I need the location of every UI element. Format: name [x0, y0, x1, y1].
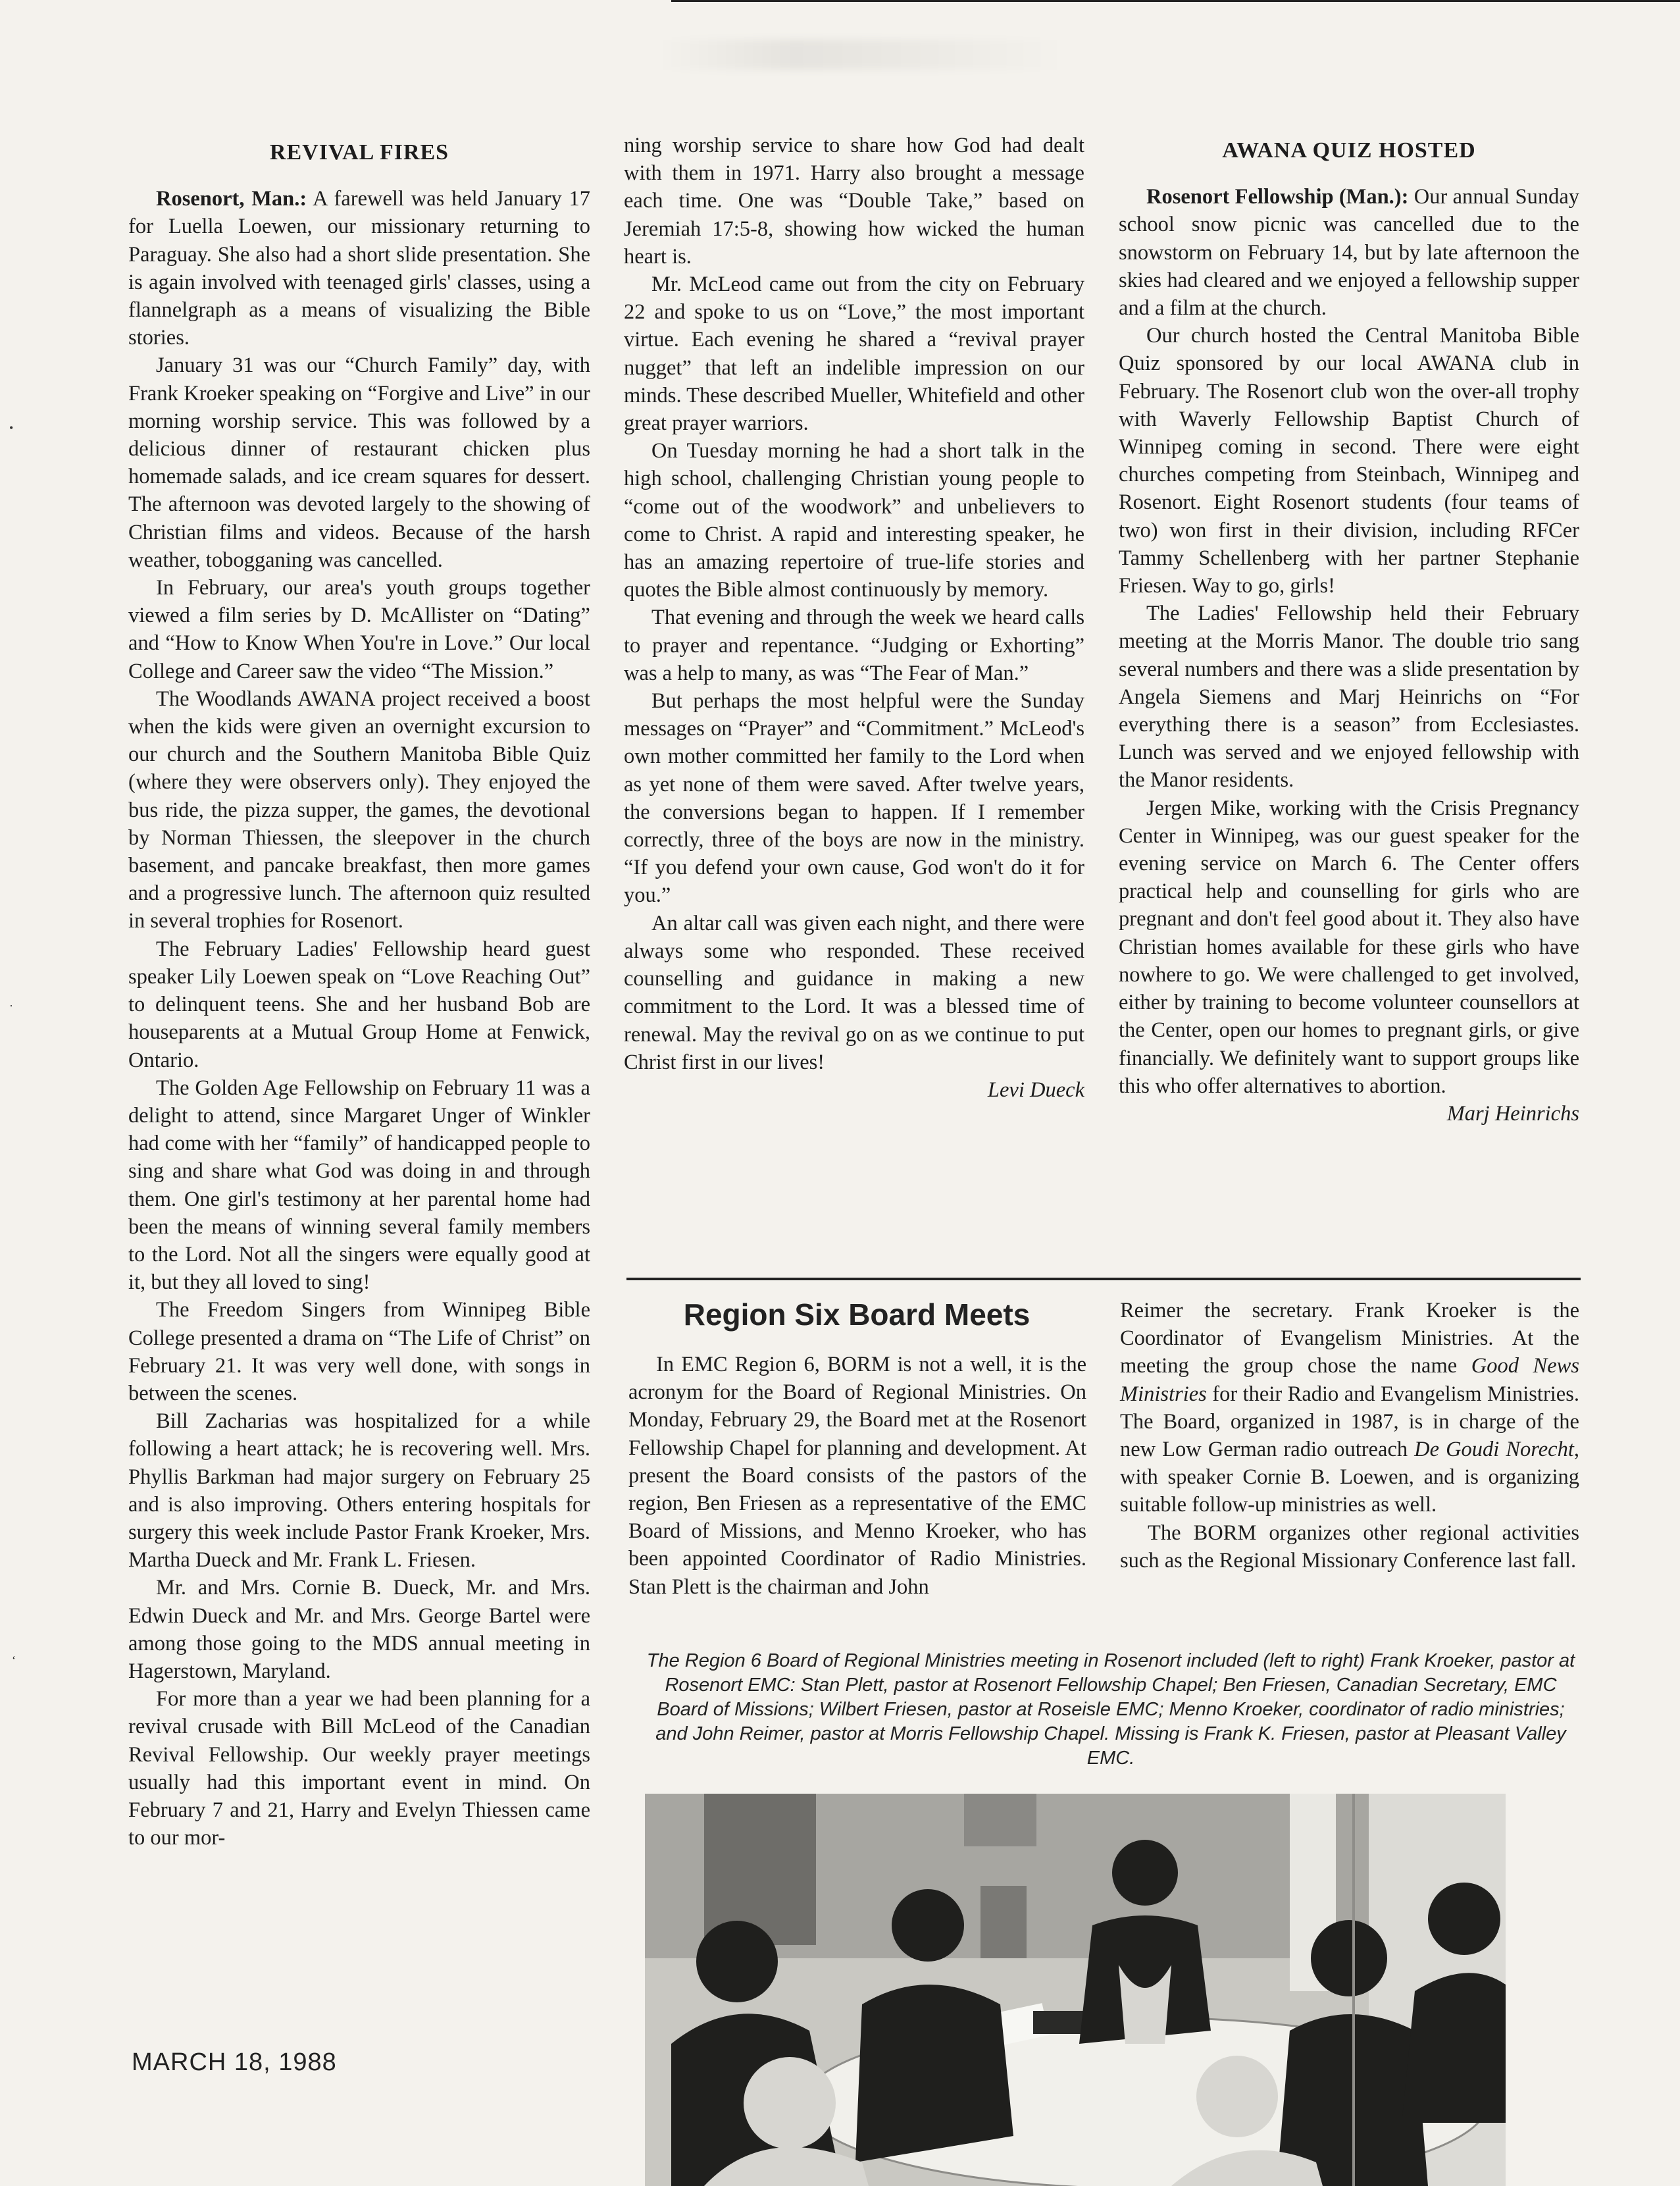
photo-caption: The Region 6 Board of Regional Ministries meeting in Rosenort included (left to right) Frank Kroeker, pastor at Rosenort EMC: Stan Plett, pastor at Rosenort Fellowship Chapel; Ben Friesen, Canadian Secretary, EMC Board of Missions; Wilbert Friesen, pastor at Roseisle EMC; Menno Kroeker, coordinator of radio ministries; and John Reimer, pastor at Morris Fellowship Chapel. Missing is Frank K. Friesen, pastor at Pleasant Valley EMC. — [646, 1650, 1575, 1769]
article-paragraph: January 31 was our “Church Family” day, with Frank Kroeker speaking on “Forgive and Live” in our morning worship service. This was followed by a delicious dinner of restaurant chicken plus homemade salads, and ice cream squares for dessert. The afternoon was devoted largely to the showing of Christian films and videos. Because of the harsh weather, tobogganing was cancelled. — [128, 353, 590, 572]
article-paragraph: That evening and through the week we heard calls to prayer and repentance. “Judging or Exhorting” was a help to many, as was “The Fear of Man.” — [624, 606, 1084, 685]
article-paragraph: Our church hosted the Central Manitoba Bible Quiz sponsored by our local AWANA club in February. The Rosenort club won the over-all trophy with Waverly Fellowship Baptist Church of Winnipeg coming in second. There were eight churches competing from Steinbach, Winnipeg and Rosenort. Eight Rosenort students (four teams of two) won first in their division, including RFCer Tammy Schellenberg with her partner Stephanie Friesen. Way to go, girls! — [1119, 324, 1579, 598]
article-revival-fires — [128, 139, 590, 1852]
article-paragraph: Mr. and Mrs. Cornie B. Dueck, Mr. and Mrs. Edwin Dueck and Mr. and Mrs. George Bartel were among those going to the MDS annual meeting in Hagerstown, Maryland. — [128, 1576, 590, 1683]
article-paragraph: The Ladies' Fellowship held their February meeting at the Morris Manor. The double trio sang several numbers and there was a slide presentation by Angela Siemens and Marj Heinrichs on “For everything there is a season” from Ecclesiastes. Lunch was served and we enjoyed fellowship with the Manor residents. — [1119, 602, 1579, 793]
article-revival-fires-continued — [624, 132, 1084, 1104]
region-article-right — [1120, 1297, 1579, 1574]
article-text: for their Radio and Evangelism Ministries. The Board, organized in 1987, is in charge of the new Low German radio outreach — [1120, 1382, 1579, 1462]
article-paragraph: The February Ladies' Fellowship heard guest speaker Lily Loewen speak on “Love Reaching Out” to delinquent teens. She and her husband Bob are houseparents at a Mutual Group Home at Fenwick, Ontario. — [128, 937, 590, 1072]
ministry-name: Good News Ministries — [1120, 1354, 1579, 1406]
scan-edge-line — [671, 0, 1680, 2]
article-heading: REVIVAL FIRES — [269, 140, 449, 165]
issue-date: MARCH 18, 1988 — [132, 2048, 337, 2076]
scan-smudge — [658, 39, 1066, 70]
article-paragraph: Bill Zacharias was hospitalized for a while following a heart attack; he is recovering well. Mrs. Phyllis Barkman had major surgery on February 25 and is also improving. Others entering hospitals for surgery this week include Pastor Frank Kroeker, Mrs. Martha Dueck and Mr. Frank L. Friesen. — [128, 1409, 590, 1573]
article-text: Reimer the secretary. Frank Kroeker is the Coordinator of Evangelism Ministries. At the meeting the group chose the name — [1120, 1299, 1579, 1378]
article-paragraph: A farewell was held January 17 for Luella Loewen, our missionary returning to Paraguay. She also had a short slide presentation. She is again involved with teenaged girls' classes, using a flannelgraph as a means of visualizing the Bible stories. — [128, 187, 590, 350]
article-heading: AWANA QUIZ HOSTED — [1222, 138, 1476, 163]
article-paragraph: An altar call was given each night, and there were always some who responded. These received counselling and guidance in making a new commitment to the Lord. It was a blessed time of renewal. May the revival go on as we continue to put Christ first in our lives! — [624, 911, 1084, 1074]
board-meeting-illustration — [645, 1794, 1506, 2186]
article-lead: Rosenort Fellowship (Man.): — [1146, 185, 1409, 209]
article-paragraph: In February, our area's youth groups together viewed a film series by D. McAllister on “Dating” and “How to Know When You're in Love.” Our local College and Career saw the video “The Mission.” — [128, 576, 590, 683]
article-paragraph: For more than a year we had been planning for a revival crusade with Bill McLeod of the Canadian Revival Fellowship. Our weekly prayer meetings usually had this important event in mind. On February 7 and 21, Harry and Evelyn Thiessen came to our mor- — [128, 1687, 590, 1850]
article-paragraph: The BORM organizes other regional activities such as the Regional Missionary Conference last fall. — [1120, 1521, 1579, 1573]
article-paragraph: On Tuesday morning he had a short talk in the high school, challenging Christian young people to “come out of the woodwork” and unbelievers to come to Christ. A rapid and interesting speaker, he has an amazing repertoire of true-life stories and quotes the Bible almost continuously by memory. — [624, 439, 1084, 602]
article-paragraph: The Golden Age Fellowship on February 11 was a delight to attend, since Margaret Unger of Winkler had come with her “family” of handicapped people to sing and share what God was doing in and through them. One girl's testimony at her parental home had been the means of winning several family members to the Lord. Not all the singers were equally good at it, but they all loved to sing! — [128, 1076, 590, 1295]
section-divider — [626, 1278, 1581, 1280]
article-paragraph: The Woodlands AWANA project received a boost when the kids were given an overnight excursion to our church and the Southern Manitoba Bible Quiz (where they were observers only). They enjoyed the bus ride, the pizza supper, the games, the devotional by Norman Thiessen, the sleepover in the church basement, and pancake breakfast, then more games and a progressive lunch. The afternoon quiz resulted in several trophies for Rosenort. — [128, 687, 590, 933]
article-paragraph: But perhaps the most helpful were the Sunday messages on “Prayer” and “Commitment.” McLeod's own mother committed her family to the Lord when as yet none of them were saved. After twelve years, the conversions began to happen. If I remember correctly, three of the boys are now in the ministry. “If you defend your own cause, God won't do it for you.” — [624, 689, 1084, 908]
article-paragraph: Jergen Mike, working with the Crisis Pregnancy Center in Winnipeg, was our guest speaker for the evening service on March 6. The Center offers practical help and counselling for girls who are pregnant and don't feel good about it. They also have Christian homes available for these girls who have nowhere to go. We were challenged to get involved, either by training to become volunteer counsellors at the Center, open our homes to pregnant girls, or give financially. We definitely want to support groups like this who offer alternatives to abortion. — [1119, 796, 1579, 1098]
article-lead: Rosenort, Man.: — [156, 187, 307, 211]
article-paragraph: Our annual Sunday school snow picnic was cancelled due to the snowstorm on February 14, but by late afternoon the skies had cleared and we enjoyed a fellowship supper and a film at the church. — [1119, 185, 1579, 321]
article-awana-quiz — [1119, 137, 1579, 1128]
article-signature: Marj Heinrichs — [1446, 1101, 1579, 1126]
article-paragraph: In EMC Region 6, BORM is not a well, it is the acronym for the Board of Regional Ministries. On Monday, February 29, the Board met at the Rosenort Fellowship Chapel for planning and development. At present the Board consists of the pastors of the region, Ben Friesen as a representative of the EMC Board of Missions, and Menno Kroeker, who has been appointed Coordinator of Radio Ministries. Stan Plett is the chairman and John — [628, 1353, 1086, 1599]
article-paragraph: ning worship service to share how God had dealt with them in 1971. Harry also brought a message each time. One was “Double Take,” based on Jeremiah 17:5-8, showing how wicked the human heart is. — [624, 134, 1084, 269]
article-signature: Levi Dueck — [987, 1078, 1084, 1102]
article-text: , with speaker Cornie B. Loewen, and is organizing suitable follow-up ministries as well. — [1120, 1438, 1579, 1517]
article-paragraph: The Freedom Singers from Winnipeg Bible College presented a drama on “The Life of Christ” on February 21. It was very well done, with songs in between the scenes. — [128, 1298, 590, 1405]
region-article-title: Region Six Board Meets — [683, 1297, 1031, 1332]
margin-mark: · — [9, 999, 13, 1012]
margin-mark: ʻ — [12, 1653, 16, 1667]
radio-program-name: De Goudi Norecht — [1414, 1438, 1574, 1462]
region-article-left — [628, 1351, 1086, 1601]
margin-mark: • — [9, 421, 14, 434]
board-meeting-photo — [645, 1794, 1506, 2186]
article-paragraph: Mr. McLeod came out from the city on February 22 and spoke to us on “Love,” the most important virtue. Each evening he shared a “revival prayer nugget” that left an indelible impression on our minds. These described Mueller, Whitefield and other great prayer warriors. — [624, 273, 1084, 436]
